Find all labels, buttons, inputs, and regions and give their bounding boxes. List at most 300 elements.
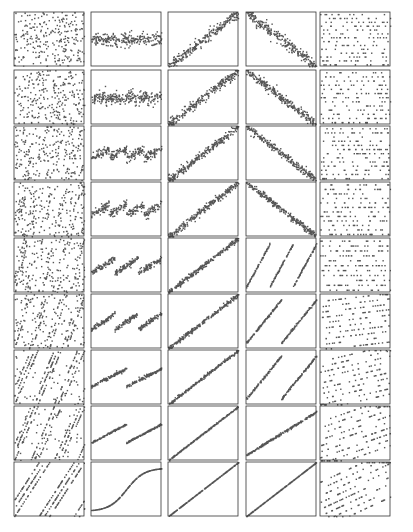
point [82,169,83,170]
point [260,191,261,192]
point [357,234,358,235]
point [321,174,322,175]
point [302,112,303,113]
point [175,58,176,59]
point [57,169,58,170]
point [259,27,260,28]
point [114,42,115,43]
point [297,167,298,168]
point [48,269,49,270]
point [327,153,328,154]
point [309,118,310,119]
point [19,219,20,220]
point [177,119,178,120]
point [144,42,145,43]
point [57,186,58,187]
point [65,193,66,194]
point [42,249,43,250]
point [264,27,265,28]
point [264,192,265,193]
point [40,62,41,63]
point [210,25,211,26]
point [145,96,146,97]
point [188,108,189,109]
point [307,230,308,231]
point [78,282,79,283]
point [272,202,273,203]
point [204,211,205,212]
point [82,51,83,52]
point [109,98,110,99]
point [172,62,173,63]
point [227,22,228,23]
point [150,156,151,157]
point [266,142,267,143]
point [24,129,25,130]
point [366,170,367,171]
point [291,51,292,52]
point [63,165,64,166]
point [23,141,24,142]
point [123,40,124,41]
point [201,156,202,157]
point [81,82,82,83]
point [54,97,55,98]
point [108,151,109,152]
point [132,151,133,152]
point [220,196,221,197]
point [353,193,354,194]
point [333,114,334,115]
point [102,152,103,153]
point [322,93,323,94]
point [62,19,63,20]
point [53,80,54,81]
point [115,41,116,42]
point [355,149,356,150]
point [42,78,43,79]
point [338,14,339,15]
point [51,276,52,277]
point [23,200,24,201]
point [39,52,40,53]
point [321,97,322,98]
point [282,39,283,40]
point [47,218,48,219]
point [148,215,149,216]
panel-r4-c4 [246,182,317,237]
point [353,56,354,57]
point [359,122,360,123]
point [119,205,120,206]
point [14,232,15,233]
point [38,17,39,18]
point [136,38,137,39]
point [297,51,298,52]
point [350,141,351,142]
point [132,41,133,42]
point [35,128,36,129]
point [140,152,141,153]
point [135,38,136,39]
point [174,233,175,234]
point [21,267,22,268]
point [33,216,34,217]
point [190,163,191,164]
point [18,204,19,205]
point [92,41,93,42]
point [39,97,40,98]
point [18,209,19,210]
point [369,207,370,208]
point [215,195,216,196]
point [206,99,207,100]
point [31,19,32,20]
point [24,47,25,48]
point [189,106,190,107]
point [280,43,281,44]
point [18,61,19,62]
point [77,40,78,41]
point [99,36,100,37]
point [377,122,378,123]
point [379,93,380,94]
point [73,120,74,121]
point [37,46,38,47]
point [288,161,289,162]
point [308,64,309,65]
point [41,206,42,207]
point [105,102,106,103]
point [254,131,255,132]
panel-r2-c2 [91,70,162,124]
point [70,72,71,73]
point [127,37,128,38]
point [80,182,81,183]
point [225,132,226,133]
point [39,55,40,56]
point [370,64,371,65]
point [172,173,173,174]
point [79,90,80,91]
point [310,63,311,64]
point [36,26,37,27]
point [333,174,334,175]
point [251,74,252,75]
point [309,173,310,174]
point [67,58,68,59]
point [381,53,382,54]
point [159,96,160,97]
point [60,92,61,93]
point [352,198,353,199]
point [327,132,328,133]
point [338,114,339,115]
point [302,110,303,111]
point [147,34,148,35]
point [57,131,58,132]
point [334,141,335,142]
point [78,111,79,112]
point [74,43,75,44]
point [373,72,374,73]
point [204,150,205,151]
point [187,224,188,225]
point [208,38,209,39]
point [283,152,284,153]
point [283,97,284,98]
point [54,189,55,190]
point [68,173,69,174]
point [185,170,186,171]
point [28,214,29,215]
point [271,91,272,92]
point [367,105,368,106]
point [139,96,140,97]
point [332,128,333,129]
point [19,164,20,165]
point [280,95,281,96]
point [290,105,291,106]
point [332,101,333,102]
point [28,43,29,44]
point [56,161,57,162]
point [271,148,272,149]
point [105,86,106,87]
point [384,128,385,129]
point [277,33,278,34]
point [308,56,309,57]
point [124,150,125,151]
point [360,202,361,203]
point [334,178,335,179]
point [181,169,182,170]
point [137,36,138,37]
panel-frame [320,12,390,66]
point [33,42,34,43]
point [38,72,39,73]
point [131,38,132,39]
point [147,105,148,106]
point [129,209,130,210]
point [16,256,17,257]
point [49,201,50,202]
point [53,144,54,145]
point [38,217,39,218]
point [376,45,377,46]
point [380,37,381,38]
point [351,60,352,61]
point [55,61,56,62]
point [331,234,332,235]
point [58,153,59,154]
point [124,154,125,155]
point [233,186,234,187]
point [149,213,150,214]
point [267,28,268,29]
point [260,20,261,21]
point [289,214,290,215]
point [337,114,338,115]
point [130,213,131,214]
point [375,229,376,230]
point [69,252,70,253]
point [323,161,324,162]
point [184,228,185,229]
point [125,33,126,34]
point [141,39,142,40]
point [380,189,381,190]
point [289,40,290,41]
point [366,149,367,150]
point [234,76,235,77]
point [142,95,143,96]
point [351,128,352,129]
point [58,148,59,149]
point [279,211,280,212]
point [30,98,31,99]
point [33,226,34,227]
point [37,257,38,258]
point [247,127,248,128]
point [42,251,43,252]
point [236,128,237,129]
point [272,92,273,93]
point [116,157,117,158]
point [144,161,145,162]
point [225,189,226,190]
point [81,212,82,213]
point [281,35,282,36]
point [99,39,100,40]
point [97,154,98,155]
point [33,202,34,203]
point [174,64,175,65]
point [74,155,75,156]
point [126,212,127,213]
point [117,101,118,102]
panel-r3-c3 [168,126,239,181]
point [373,114,374,115]
point [263,86,264,87]
point [363,22,364,23]
point [344,60,345,61]
point [270,140,271,141]
point [44,230,45,231]
point [374,118,375,119]
point [375,72,376,73]
point [101,154,102,155]
point [21,201,22,202]
point [116,207,117,208]
point [72,158,73,159]
point [176,121,177,122]
point [324,97,325,98]
point [143,93,144,94]
point [228,138,229,139]
point [52,281,53,282]
point [345,97,346,98]
point [20,159,21,160]
point [361,229,362,230]
point [184,106,185,107]
point [176,170,177,171]
point [27,113,28,114]
point [101,150,102,151]
point [42,82,43,83]
point [168,177,169,178]
point [224,26,225,27]
point [348,198,349,199]
point [306,117,307,118]
point [346,22,347,23]
point [67,40,68,41]
point [29,77,30,78]
point [337,149,338,150]
point [55,49,56,50]
point [93,211,94,212]
point [255,76,256,77]
point [142,146,143,147]
point [93,101,94,102]
point [121,206,122,207]
point [254,134,255,135]
point [76,233,77,234]
point [189,101,190,102]
point [214,90,215,91]
point [152,156,153,157]
point [292,102,293,103]
point [131,91,132,92]
point [64,25,65,26]
point [111,156,112,157]
point [41,208,42,209]
point [30,38,31,39]
point [328,85,329,86]
point [229,131,230,132]
point [73,210,74,211]
point [171,120,172,121]
point [135,98,136,99]
point [61,32,62,33]
point [156,37,157,38]
point [49,233,50,234]
point [76,39,77,40]
point [313,177,314,178]
point [191,165,192,166]
point [381,105,382,106]
point [111,159,112,160]
point [159,95,160,96]
point [48,214,49,215]
point [113,159,114,160]
point [42,290,43,291]
point [23,133,24,134]
point [40,41,41,42]
point [355,189,356,190]
point [59,208,60,209]
point [344,193,345,194]
point [202,96,203,97]
point [154,153,155,154]
point [303,228,304,229]
point [263,193,264,194]
point [50,269,51,270]
point [328,216,329,217]
point [203,40,204,41]
point [31,157,32,158]
point [154,38,155,39]
